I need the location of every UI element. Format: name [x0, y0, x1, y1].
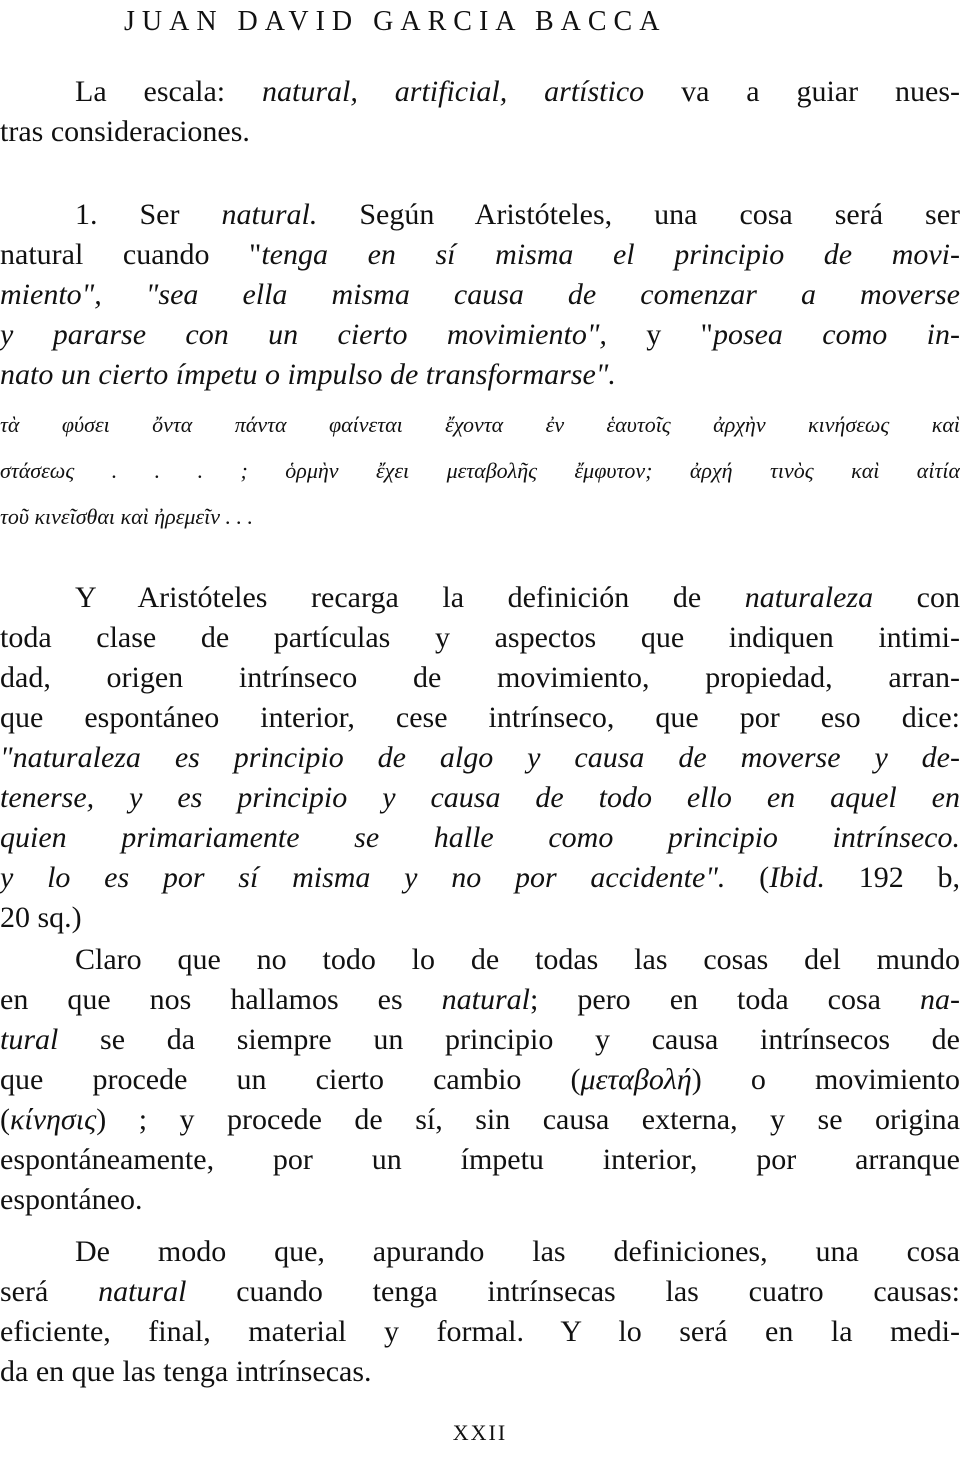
text-run: y " — [606, 318, 713, 351]
text-line: da en que las tenga intrínsecas. — [0, 1355, 372, 1388]
text-line — [0, 1020, 960, 1060]
paragraph-naturaleza — [0, 578, 960, 938]
text-line — [0, 195, 960, 235]
paragraph-claro — [0, 940, 960, 1220]
text-run: 192 b, — [825, 861, 960, 894]
greek-term: κίνησις — [10, 1103, 97, 1136]
text-line — [0, 1272, 960, 1312]
text-line: quien primariamente se halle como principio intrínseco. — [0, 821, 960, 854]
text-line: nato un cierto ímpetu o impulso de transformarse". — [0, 358, 616, 391]
text-line — [0, 1060, 960, 1100]
greek-line: τοῦ κινεῖσθαι καὶ ἠρεμεῖν . . . — [0, 504, 253, 529]
paragraph-de-modo-que — [0, 1232, 960, 1392]
text-run: cuando tenga intrínsecas las cuatro causas: — [186, 1275, 960, 1308]
text-line: Claro que no todo lo de todas las cosas del mundo — [75, 943, 960, 976]
italic-run: tenga en sí misma el principio de movi- — [261, 238, 960, 271]
text-run: Según Aristóteles, una cosa será ser — [317, 198, 960, 231]
text-line — [0, 578, 960, 618]
greek-quotation — [0, 402, 960, 540]
text-line: "naturaleza es principio de algo y causa de moverse y de- — [0, 741, 960, 774]
text-run: ) ; y procede de sí, sin causa externa, y se origina — [96, 1103, 960, 1136]
greek-line: τὰ φύσει ὄντα πάντα φαίνεται ἔχοντα ἐν ἑαυτοῖς ἀρχὴν κινήσεως καὶ — [0, 412, 960, 437]
text-run: natural cuando " — [0, 238, 262, 271]
text-line: 20 sq.) — [0, 901, 82, 934]
text-line: eficiente, final, material y formal. Y lo será en la medi- — [0, 1315, 960, 1348]
text-run: 1. Ser — [75, 198, 222, 231]
text-line — [0, 315, 960, 355]
text-run: Y Aristóteles recarga la definición de — [75, 581, 745, 614]
text-line — [0, 858, 960, 898]
text-run: con — [873, 581, 960, 614]
italic-run: natural, artificial, artístico — [262, 75, 645, 108]
paragraph-ser-natural — [0, 195, 960, 395]
text-line — [0, 235, 960, 275]
greek-line: στάσεως . . . ; ὁρμὴν ἔχει μεταβολῆς ἔμφυτον; ἀρχή τινὸς καὶ αἰτία — [0, 458, 960, 483]
text-line: espontáneamente, por un ímpetu interior, por arranque — [0, 1143, 960, 1176]
text-run: ( — [725, 861, 770, 894]
text-line — [0, 980, 960, 1020]
text-line: espontáneo. — [0, 1183, 143, 1216]
text-line — [0, 1100, 960, 1140]
text-run: La escala: — [75, 75, 263, 108]
text-run: ) o movimiento — [691, 1063, 960, 1096]
text-line — [0, 72, 960, 112]
text-line: De modo que, apurando las definiciones, una cosa — [75, 1235, 960, 1268]
text-run: será — [0, 1275, 99, 1308]
greek-term: μεταβολή — [580, 1063, 692, 1096]
italic-run: y lo es por sí misma y no por accidente". — [0, 861, 726, 894]
italic-run: na- — [920, 983, 960, 1016]
italic-run: y pararse con un cierto movimiento", — [0, 318, 607, 351]
italic-run: natural — [441, 983, 531, 1016]
text-run: ( — [0, 1103, 10, 1136]
paragraph-scale — [0, 72, 960, 152]
italic-run: posea como in- — [712, 318, 960, 351]
text-run: va a guiar nues- — [644, 75, 960, 108]
italic-run: naturaleza — [744, 581, 874, 614]
text-run: que procede un cierto cambio ( — [0, 1063, 581, 1096]
text-run: se da siempre un principio y causa intrínsecos de — [58, 1023, 960, 1056]
text-line: dad, origen intrínseco de movimiento, propiedad, arran- — [0, 661, 960, 694]
text-line: tras consideraciones. — [0, 115, 250, 148]
italic-run: natural. — [221, 198, 318, 231]
citation-ibid: Ibid. — [769, 861, 826, 894]
italic-run: natural — [98, 1275, 187, 1308]
text-line: que espontáneo interior, cese intrínseco, que por eso dice: — [0, 701, 960, 734]
italic-run: tural — [0, 1023, 59, 1056]
text-line: tenerse, y es principio y causa de todo ello en aquel en — [0, 781, 960, 814]
page-number: XXII — [452, 1420, 508, 1445]
text-run: ; pero en toda cosa — [530, 983, 920, 1016]
text-line: toda clase de partículas y aspectos que indiquen intimi- — [0, 621, 960, 654]
running-header: JUAN DAVID GARCIA BACCA — [124, 6, 667, 37]
text-line: miento", "sea ella misma causa de comenzar a moverse — [0, 278, 960, 311]
text-run: en que nos hallamos es — [0, 983, 442, 1016]
